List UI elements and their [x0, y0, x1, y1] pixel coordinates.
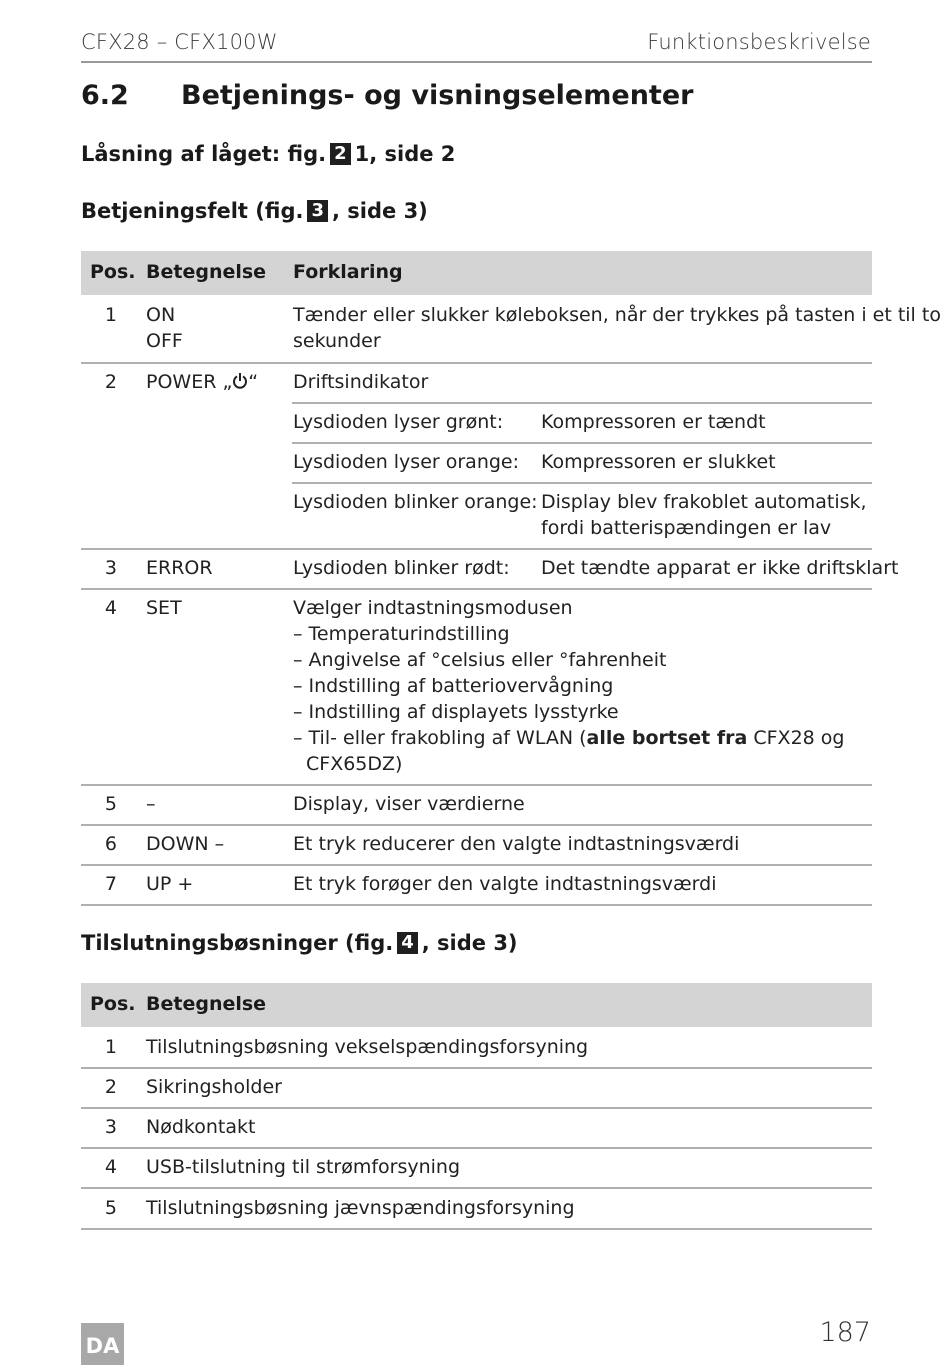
row-designation: Nødkontakt — [146, 1116, 256, 1138]
column-designation: Betegnelse — [146, 261, 267, 283]
led-state: Lysdioden lyser grønt: — [293, 411, 504, 433]
sub-row-divider — [292, 482, 872, 484]
row-designation — [146, 369, 258, 395]
row-pos: 1 — [104, 304, 117, 326]
row-divider — [81, 1228, 872, 1230]
header-divider — [81, 61, 872, 63]
row-pos: 4 — [104, 1156, 117, 1178]
row-designation: – — [146, 793, 156, 815]
sub-row-divider — [292, 442, 872, 444]
designation-quote: “ — [248, 371, 259, 393]
lid-lock-heading — [81, 142, 455, 166]
row-divider — [81, 1147, 872, 1149]
explanation-line: Vælger indtastningsmodusen — [293, 597, 573, 619]
row-designation: Sikringsholder — [146, 1076, 282, 1098]
designation-line: OFF — [146, 330, 183, 352]
row-designation: SET — [146, 597, 182, 619]
page-number: 187 — [819, 1317, 871, 1348]
led-meaning — [541, 489, 867, 541]
wlan-emphasis: alle bortset fra — [586, 727, 748, 749]
wlan-text: – Til- eller frakobling af WLAN ( — [293, 727, 587, 749]
row-pos: 3 — [104, 557, 117, 579]
led-meaning: Kompressoren er slukket — [541, 451, 776, 473]
led-state: Lysdioden blinker orange: — [293, 491, 538, 513]
sockets-heading — [81, 931, 518, 955]
row-designation: ERROR — [146, 557, 213, 579]
section-number: 6.2 — [81, 80, 129, 111]
explanation-line: CFX65DZ) — [306, 753, 403, 775]
explanation-line — [293, 725, 844, 751]
explanation-line: – Angivelse af °celsius eller °fahrenheit — [293, 649, 667, 671]
led-meaning: Det tændte apparat er ikke driftsklart — [541, 557, 899, 579]
header-section: Funktionsbeskrivelse — [647, 30, 871, 54]
row-pos: 2 — [104, 371, 117, 393]
column-designation: Betegnelse — [146, 993, 267, 1015]
row-divider — [81, 362, 872, 364]
lid-lock-suffix: 1, side 2 — [354, 142, 456, 166]
row-pos: 4 — [104, 597, 117, 619]
row-divider — [81, 1187, 872, 1189]
wlan-text: CFX28 og — [747, 727, 845, 749]
row-designation: Tilslutningsbøsning jævnspændingsforsyning — [146, 1197, 575, 1219]
row-explanation: Driftsindikator — [293, 371, 429, 393]
row-divider — [81, 824, 872, 826]
figure-number-badge: 2 — [330, 143, 351, 165]
row-designation: DOWN – — [146, 833, 225, 855]
row-divider — [81, 1107, 872, 1109]
row-designation — [146, 302, 183, 354]
column-explanation: Forklaring — [293, 261, 403, 283]
header-model: CFX28 – CFX100W — [81, 30, 278, 54]
designation-text: POWER „ — [146, 371, 233, 393]
section-title: Betjenings- og visningselementer — [181, 80, 694, 111]
explanation-line: – Indstilling af displayets lysstyrke — [293, 701, 619, 723]
row-pos: 3 — [104, 1116, 117, 1138]
led-state: Lysdioden blinker rødt: — [293, 557, 510, 579]
sockets-heading-prefix: Tilslutningsbøsninger (fig. — [81, 931, 394, 955]
panel-heading-suffix: , side 3) — [332, 199, 428, 223]
led-meaning: Kompressoren er tændt — [541, 411, 766, 433]
row-explanation: Et tryk forøger den valgte indtastningsværdi — [293, 873, 717, 895]
row-divider — [81, 864, 872, 866]
language-tab: DA — [81, 1323, 124, 1365]
figure-number-badge: 4 — [397, 932, 418, 954]
designation-line: ON — [146, 304, 176, 326]
meaning-line: fordi batterispændingen er lav — [541, 517, 832, 539]
row-designation: USB-tilslutning til strømforsyning — [146, 1156, 461, 1178]
row-explanation: Et tryk reducerer den valgte indtastningsværdi — [293, 833, 740, 855]
explanation-line: – Temperaturindstilling — [293, 623, 510, 645]
panel-heading — [81, 199, 428, 223]
lid-lock-prefix: Låsning af låget: fig. — [81, 142, 327, 166]
row-pos: 6 — [104, 833, 117, 855]
explanation-line: sekunder — [293, 330, 381, 352]
row-divider — [81, 784, 872, 786]
row-divider — [81, 904, 872, 906]
power-icon — [232, 372, 248, 390]
sub-row-divider — [292, 402, 872, 404]
row-designation: Tilslutningsbøsning vekselspændingsforsyning — [146, 1036, 589, 1058]
column-pos: Pos. — [90, 993, 136, 1015]
row-pos: 2 — [104, 1076, 117, 1098]
row-pos: 7 — [104, 873, 117, 895]
sockets-heading-suffix: , side 3) — [421, 931, 518, 955]
figure-number-badge: 3 — [307, 200, 328, 222]
row-divider — [81, 1067, 872, 1069]
row-divider — [81, 588, 872, 590]
row-pos: 5 — [104, 793, 117, 815]
row-explanation — [293, 302, 941, 354]
row-pos: 1 — [104, 1036, 117, 1058]
row-divider — [81, 548, 872, 550]
row-pos: 5 — [104, 1197, 117, 1219]
explanation-line: – Indstilling af batteriovervågning — [293, 675, 614, 697]
explanation-line: Tænder eller slukker køleboksen, når der trykkes på tasten i et til to — [293, 304, 941, 326]
led-state: Lysdioden lyser orange: — [293, 451, 520, 473]
panel-heading-prefix: Betjeningsfelt (fig. — [81, 199, 304, 223]
row-explanation — [293, 595, 844, 777]
meaning-line: Display blev frakoblet automatisk, — [541, 491, 867, 513]
row-designation: UP + — [146, 873, 194, 895]
column-pos: Pos. — [90, 261, 136, 283]
row-explanation: Display, viser værdierne — [293, 793, 525, 815]
